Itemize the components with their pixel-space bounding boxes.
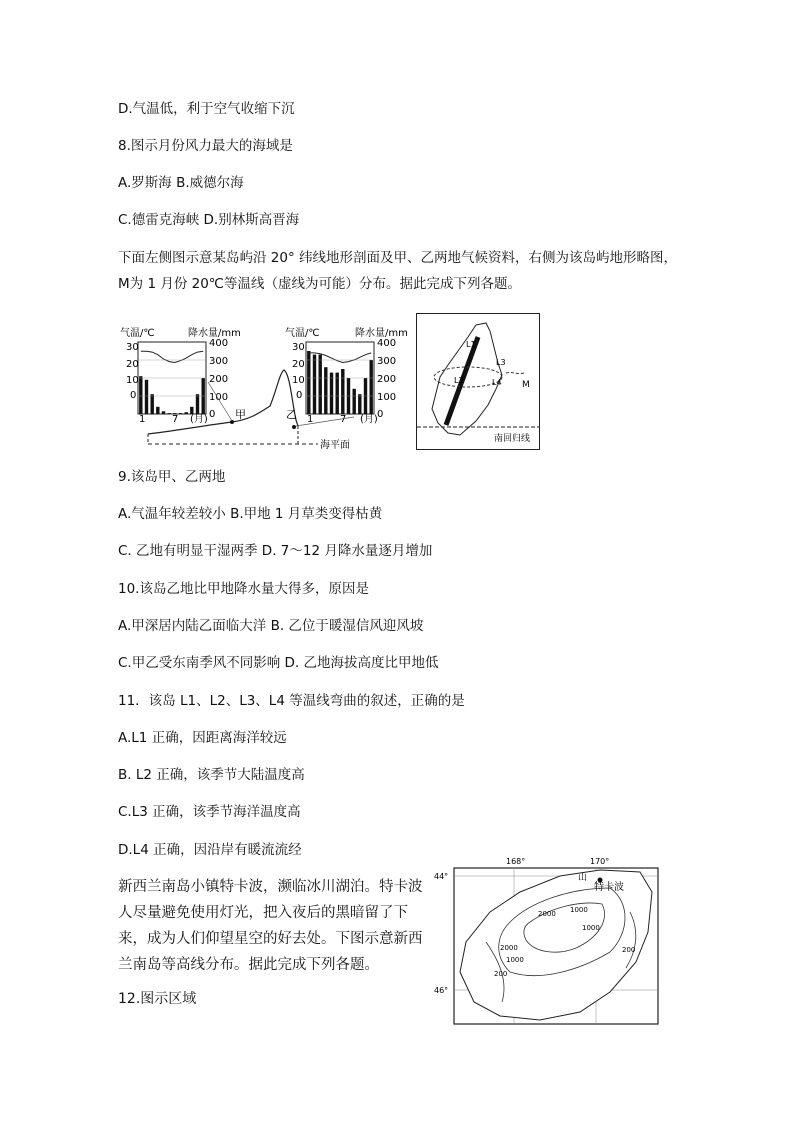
chart2-temp-tick: 30 [292,342,305,353]
precip-bar [156,407,159,414]
south-island-contour-figure [430,852,666,1030]
climate-profile-svg [120,322,412,454]
question-11-option-b: B. L2 正确，该季节大陆温度高 [118,767,305,783]
chart1-temp-tick: 20 [126,359,139,370]
precip-bar [190,407,193,414]
sea-level-label: 海平面 [320,440,350,451]
contour-1000-label: 1000 [570,906,588,914]
chart1-temp-axis-label: 气温/℃ [120,328,155,339]
chart2-temp-axis-label: 气温/℃ [285,328,320,339]
chart1-precip-axis-label: 降水量/mm [188,328,241,339]
tropic-label: 南回归线 [494,434,531,444]
isotherm-m-line [506,372,524,373]
question-10-options-cd: C.甲乙受东南季风不同影响 D. 乙地海拔高度比甲地低 [118,655,439,671]
tekapo-label: 特卡波 [594,882,624,893]
precip-bar [358,394,361,414]
l3-label: L3 [496,358,506,367]
question-8: 8.图示月份风力最大的海域是 [118,138,293,154]
contour-1000-label: 1000 [582,924,600,932]
lon-170-label: 170° [590,857,610,866]
precip-bar [313,355,316,414]
chart1-temp-ticks [126,342,139,401]
precip-bar [151,394,154,414]
yi-label: 乙 [286,408,297,421]
question-11-option-d: D.L4 正确，因沿岸有暖流流经 [118,842,302,858]
precip-bar [145,380,148,414]
text-line-d-option: D.气温低，利于空气收缩下沉 [118,101,295,117]
question-12: 12.图示区域 [118,991,197,1007]
chart1-temp-tick: 30 [126,342,139,353]
chart2-temp-tick: 20 [292,359,305,370]
contour-1000-label: 1000 [506,956,524,964]
chart1-precip-tick: 100 [209,392,229,403]
contour-2000-label: 2000 [500,944,518,952]
contour-2000-label: 2000 [538,910,556,918]
question-11-option-c: C.L3 正确，该季节海洋温度高 [118,804,301,820]
precip-bar [341,369,344,414]
chart1-temp-tick: 0 [130,390,137,401]
chart1-precip-tick: 300 [209,356,229,367]
contour-200-label: 200 [622,946,636,954]
chart1-x-tick: 1 [139,414,146,425]
temperature-line [141,351,203,362]
question-9-options-ab: A.气温年较差较小 B.甲地 1 月草类变得枯黄 [118,506,383,522]
chart2-precip-tick: 0 [377,409,384,420]
contour-200-label: 200 [494,970,508,978]
chart2-precip-tick: 100 [377,392,397,403]
chart2-plot [306,351,374,414]
question-11-option-a: A.L1 正确，因距离海洋较远 [118,730,287,746]
precip-bar [185,412,188,414]
temperature-line [309,353,371,363]
chart2-precip-axis-label: 降水量/mm [355,328,408,339]
question-8-options-ab: A.罗斯海 B.威德尔海 [118,175,244,191]
precip-bar [168,413,171,414]
lon-168-label: 168° [506,857,526,866]
chart2-temp-tick: 10 [292,375,305,386]
jia-label: 甲 [235,408,246,421]
chart1-temp-tick: 10 [126,375,139,386]
precip-bar [324,367,327,414]
chart1-precip-ticks [209,338,228,420]
chart2-temp-tick: 0 [296,390,303,401]
chart2-precip-tick: 200 [377,374,397,385]
chart2-precip-tick: 300 [377,356,397,367]
chart1-x-tick: (月) [190,414,208,425]
chart2-temp-ticks [292,342,305,401]
m-label: M [522,380,530,390]
lat-44-label: 44° [434,872,449,881]
precip-bar [307,351,310,414]
question-10: 10.该岛乙地比甲地降水量大得多，原因是 [118,581,369,597]
precip-bar [336,373,339,414]
shan-label: 山 [578,873,588,883]
precip-bar [353,389,356,414]
island-map-svg [416,313,540,450]
question-10-options-ab: A.甲深居内陆乙面临大洋 B. 乙位于暖湿信风迎风坡 [118,618,424,634]
chart1-precip-tick: 200 [209,374,229,385]
l4-label: L4 [492,378,502,387]
chart1-precip-tick: 0 [209,409,216,420]
climate-profile-figure [120,322,412,454]
lat-46-label: 46° [434,986,449,995]
question-8-options-cd: C.德雷克海峡 D.别林斯高晋海 [118,212,300,228]
precip-bar [196,394,199,414]
contour-map-svg [430,852,666,1030]
chart2-x-tick: 1 [307,414,314,425]
precip-bar [370,360,373,414]
intro-tekapo-paragraph: 新西兰南岛小镇特卡波，濒临冰川湖泊。特卡波人尽量避免使用灯光，把入夜后的黑暗留了下来，成为人们仰望星空的好去处。下图示意新西兰南岛等高线分布。据此完成下列各题。 [118,879,423,973]
precip-bar [179,413,182,414]
island-map-figure [416,313,540,450]
chart2-precip-tick: 400 [377,338,397,349]
l2-label: L2 [454,376,464,385]
precip-bar [162,411,165,414]
chart2-precip-ticks [377,338,396,420]
intro-island-paragraph: 下面左侧图示意某岛屿沿 20° 纬线地形剖面及甲、乙两地气候资料，右侧为该岛屿地形略图， M为 1 月份 20℃等温线（虚线为可能）分布。据此完成下列各题。 [118,250,678,292]
question-9: 9.该岛甲、乙两地 [118,469,226,485]
precip-bar [319,355,322,414]
question-9-options-cd: C. 乙地有明显干湿两季 D. 7～12 月降水量逐月增加 [118,543,433,559]
chart2-x-tick: 7 [340,414,347,425]
question-11: 11．该岛 L1、L2、L3、L4 等温线弯曲的叙述，正确的是 [118,693,465,709]
chart1-x-tick: 7 [172,414,179,425]
precip-bar [330,373,333,414]
precip-bar [139,376,142,414]
l1-label: L1 [466,340,476,349]
chart2-x-tick: (月) [360,414,378,425]
chart1-plot [138,351,206,414]
yi-point [292,425,296,429]
chart1-precip-tick: 400 [209,338,229,349]
